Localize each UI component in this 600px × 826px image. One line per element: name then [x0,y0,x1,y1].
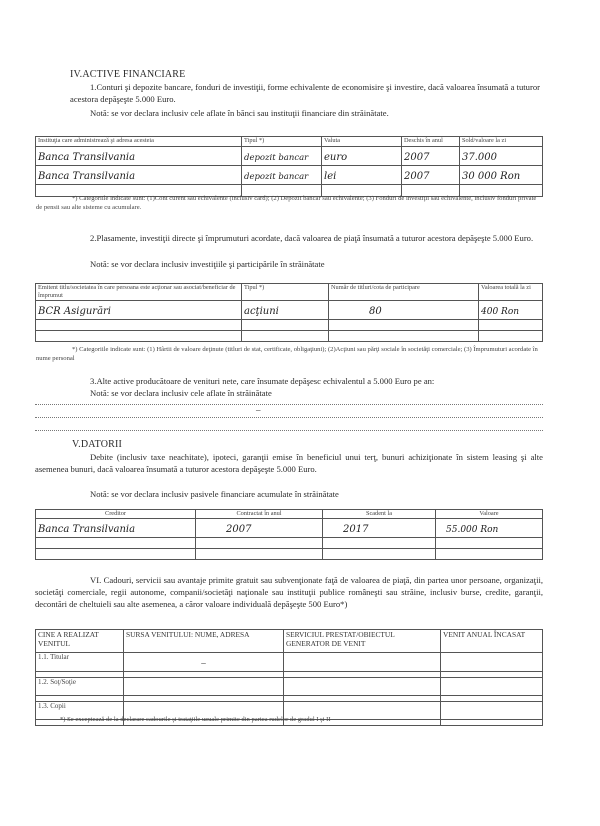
table3-header-creditor: Creditor [36,510,196,519]
table-row [36,166,543,185]
table2-footnote: *) Categoriile indicate sunt: (1) Hârtii de valoare deţinute (titluri de stat, certificate, obligaţiuni); (2)Acţiuni sau părţi sociale în societăţi comerciale; (3) Împrumuturi acordate în nume personal [36,346,538,362]
table1-row2-balance: 30 000 Ron [462,171,521,182]
table1-row1-institution: Banca Transilvania [38,152,136,163]
table1-header-balance: Sold/valoare la zi [460,137,543,147]
section-v-paragraph: Debite (inclusiv taxe neachitate), ipoteci, garanţii emise în beneficiul unui terţ, bunuri achiziţionate în sistem leasing şi alte asemenea bunuri, dacă valoarea însumată a tuturor acestora depăşeşte 5.000 Euro. [35,452,543,474]
section-iv-paragraph-3: 3.Alte active producătoare de venituri nete, care însumate depăşesc echivalentul a 5.000 Euro pe an: [90,376,435,386]
table4-row-titular: 1.1. Titular [36,653,124,672]
table-row [36,549,543,560]
dotted-line [35,417,543,418]
table-row [36,301,543,320]
section-v-title: V.DATORII [72,439,123,450]
table1-row1-balance: 37.000 [462,152,497,163]
table-row [36,320,543,331]
section-iv-paragraph-2: 2.Plasamente, investiţii directe şi împrumuturi acordate, dacă valoarea de piaţă însumată a tuturor acestora depăşeşte 5.000 Euro. [90,233,534,243]
table1-row2-year: 2007 [404,171,430,182]
table4-footnote: *) Se exceptează de la declarare cadourile şi trataţiile uzuale primite din partea rudelor de gradul I şi II [60,716,331,723]
table4-header-source: SURSA VENITULUI: NUME, ADRESA [124,630,284,653]
table2-row1-issuer: BCR Asigurări [38,306,112,317]
table-row [36,678,543,696]
section-iv-note-1: Notă: se vor declara inclusiv cele aflate în bănci sau instituţii financiare din străinătate. [90,108,389,118]
section-v-note: Notă: se vor declara inclusiv pasivele financiare acumulate în străinătate [90,489,339,499]
gifts-table [35,629,543,726]
table4-header-service: SERVICIUL PRESTAT/OBIECTUL GENERATOR DE VENIT [284,630,441,653]
table1-header-opened: Deschis în anul [402,137,460,147]
table1-header-currency: Valuta [322,137,402,147]
table3-header-due: Scadent la [323,510,436,519]
section-vi-paragraph: VI. Cadouri, servicii sau avantaje primite gratuit sau subvenţionate faţă de valoarea de piaţă, din partea unor persoane, organizaţii, societăţi comerciale, regii autonome, companii/societăţi naţionale sau instituţii publice româneşti sau străine, inclusiv burse, credite, garanţii, decontări de cheltuieli sau alte asemenea, a căror valoare individuală depăşeşte 500 Euro*) [35,575,543,609]
table1-row2-currency: lei [324,171,337,182]
table1-row2-institution: Banca Transilvania [38,171,136,182]
section-iv-note-3: Notă: se vor declara inclusiv cele aflate în străinătate [90,388,272,398]
table1-header-type: Tipul *) [242,137,322,147]
table-row [36,538,543,549]
empty-dash: – [201,658,206,668]
section-iv-note-2: Notă: se vor declara inclusiv investiţiile şi participările în străinătate [90,259,325,269]
table3-row1-value: 55.000 Ron [446,525,499,535]
table3-row1-due: 2017 [343,524,369,535]
table2-header-count: Număr de titluri/cota de participare [329,284,479,301]
dotted-line [35,430,543,431]
bank-accounts-table [35,136,543,197]
dotted-line [35,404,543,405]
table1-footnote: *) Categoriile indicate sunt: (1)Cont curent sau echivalente (inclusiv card); (2) Depozit bancar sau echivalente; (3) Fonduri de investiţii sau echivalente, inclusiv fonduri private de pensii sau alte sisteme cu acumulare. [36,195,537,211]
section-iv-paragraph-1: 1.Conturi şi depozite bancare, fonduri de investiţii, forme echivalente de economisire şi investire, dacă valoarea însumată a tuturor acestora depăşeşte 5.000 Euro. [70,82,540,104]
table3-row1-contracted: 2007 [226,524,252,535]
table4-row-spouse: 1.2. Soţ/Soţie [36,678,124,696]
table3-header-contracted: Contractat în anul [196,510,323,519]
table-row [36,147,543,166]
table2-row1-count: 80 [369,306,382,317]
table-row [36,653,543,672]
table4-header-income: VENIT ANUAL ÎNCASAT [441,630,543,653]
table-row [36,519,543,538]
table4-header-who: CINE A REALIZAT VENITUL [36,630,124,653]
table1-row1-currency: euro [324,152,348,163]
table2-header-type: Tipul *) [242,284,329,301]
table2-row1-value: 400 Ron [481,307,520,317]
table2-header-value: Valoarea totală la zi [479,284,543,301]
table1-header-institution: Instituţia care administrează şi adresa acesteia [36,137,242,147]
table1-row1-year: 2007 [404,152,430,163]
table4-row-children: 1.3. Copii [36,702,124,720]
table2-row1-type: acţiuni [244,306,279,317]
table3-header-value: Valoare [436,510,543,519]
debts-table [35,509,543,560]
table1-row1-type: depozit bancar [244,153,309,163]
table2-header-issuer: Emitent titlu/societatea în care persoana este acţionar sau asociat/beneficiar de împrumut [36,284,242,301]
table-row [36,331,543,342]
table1-row2-type: depozit bancar [244,172,309,182]
empty-dash: – [256,405,261,415]
section-iv-title: IV.ACTIVE FINANCIARE [70,69,186,80]
table3-row1-creditor: Banca Transilvania [38,524,136,535]
investments-table [35,283,543,342]
